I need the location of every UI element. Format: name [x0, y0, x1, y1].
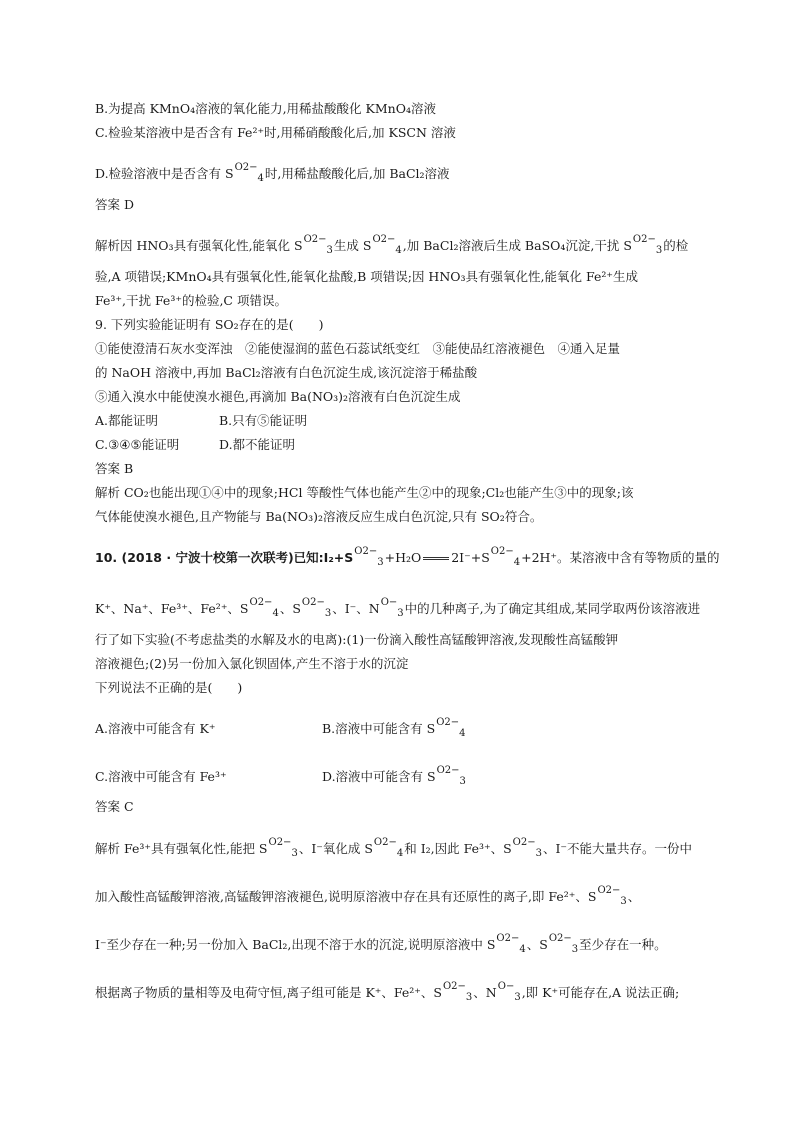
explanation-10-line-4: 根据离子物质的量相等及电荷守恒,离子组可能是 K⁺、Fe²⁺、SO2−3、NO−3,即 K⁺可能存在,A 说法正确; [95, 981, 680, 1003]
question-9: 9. 下列实验能证明有 SO₂存在的是( ) [95, 317, 324, 332]
sulfate-ion: O2−4 [372, 234, 402, 256]
option-d-line [95, 162, 450, 185]
question-9-option-c: C.③④⑤能证明 [95, 437, 180, 452]
sulfite-ion: O2−3 [301, 597, 332, 619]
question-9-option-d: D.都不能证明 [219, 437, 296, 452]
answer-1: 答案 D [95, 197, 134, 212]
question-10-line-2: K⁺、Na⁺、Fe³⁺、Fe²⁺、SO2−4、SO2−3、I⁻、NO−3中的几种离子,为了确定其组成,某同学取两份该溶液进 [95, 597, 701, 619]
question-9-stem-2: 的 NaOH 溶液中,再加 BaCl₂溶液有白色沉淀生成,该沉淀溶于稀盐酸 [95, 365, 478, 380]
option-c-line: C.检验某溶液中是否含有 Fe²⁺时,用稀硝酸酸化后,加 KSCN 溶液 [95, 125, 456, 140]
question-10-option-b: B.溶液中可能含有 SO2−4 [322, 717, 466, 739]
question-10-option-a: A.溶液中可能含有 K⁺ [95, 721, 216, 736]
question-9-option-b: B.只有⑤能证明 [219, 413, 308, 428]
equals-arrow [423, 557, 449, 560]
text: D.检验溶液中是否含有 S [95, 166, 234, 181]
sulfite-ion: O2−3 [303, 234, 333, 256]
question-9-stem-3: ⑤通入溴水中能使溴水褪色,再滴加 Ba(NO₃)₂溶液有白色沉淀生成 [95, 389, 461, 404]
question-10-line-1: 10. (2018 · 宁波十校第一次联考)已知:I₂+SO2−3+H₂O 2I⁻+SO2−4+2H⁺。某溶液中含有等物质的量的 [95, 546, 720, 568]
sulfate-ion: O2−4 [373, 837, 404, 859]
explanation-1-line-3: Fe³⁺,干扰 Fe³⁺的检验,C 项错误。 [95, 293, 287, 308]
sulfite-ion: O2−3 [632, 234, 663, 256]
sulfite-ion: O2−3 [442, 981, 473, 1003]
option-b-line: B.为提高 KMnO₄溶液的氧化能力,用稀盐酸酸化 KMnO₄溶液 [95, 101, 436, 116]
sulfate-ion: O2−4 [496, 933, 526, 955]
explanation-10-line-2: 加入酸性高锰酸钾溶液,高锰酸钾溶液褪色,说明原溶液中存在具有还原性的离子,即 Fe²⁺、SO2−3、 [95, 885, 641, 907]
question-10-option-c: C.溶液中可能含有 Fe³⁺ [95, 769, 227, 784]
text: 时,用稀盐酸酸化后,加 BaCl₂溶液 [264, 166, 450, 181]
sulfate-ion: O2−4 [234, 162, 264, 184]
question-9-stem-1: ①能使澄清石灰水变浑浊 ②能使湿润的蓝色石蕊试纸变红 ③能使品红溶液褪色 ④通入足量 [95, 341, 621, 356]
sulfate-ion: O2−4 [436, 717, 466, 739]
explanation-1-line-2: 验,A 项错误;KMnO₄具有强氧化性,能氧化盐酸,B 项错误;因 HNO₃具有强氧化性,能氧化 Fe²⁺生成 [95, 269, 638, 284]
sulfite-ion: O2−3 [436, 765, 466, 787]
sulfate-ion: O2−4 [490, 546, 521, 568]
answer-2: 答案 B [95, 461, 134, 476]
sulfite-ion: O2−3 [354, 546, 384, 568]
sulfite-ion: O2−3 [597, 885, 627, 907]
explanation-9-line-1: 解析 CO₂也能出现①④中的现象;HCl 等酸性气体也能产生②中的现象;Cl₂也能产生③中的现象;该 [95, 485, 634, 500]
nitrate-ion: O−3 [497, 981, 521, 1003]
explanation-9-line-2: 气体能使溴水褪色,且产物能与 Ba(NO₃)₂溶液反应生成白色沉淀,只有 SO₂符合。 [95, 509, 543, 524]
sulfite-ion: O2−3 [268, 837, 298, 859]
question-9-option-a: A.都能证明 [95, 413, 159, 428]
answer-3: 答案 C [95, 799, 134, 814]
question-10-line-3: 行了如下实验(不考虑盐类的水解及水的电离):(1)一份滴入酸性高锰酸钾溶液,发现酸性高锰酸钾 [95, 632, 619, 647]
sulfate-ion: O2−4 [249, 597, 279, 619]
question-10-line-5: 下列说法不正确的是( ) [95, 680, 243, 695]
explanation-1-line-1: 解析因 HNO₃具有强氧化性,能氧化 SO2−3生成 SO2−4,加 BaCl₂溶液后生成 BaSO₄沉淀,干扰 SO2−3的检 [95, 234, 689, 256]
sulfite-ion: O2−3 [512, 837, 542, 859]
question-10-line-4: 溶液褪色;(2)另一份加入氯化钡固体,产生不溶于水的沉淀 [95, 656, 409, 671]
question-10-option-d: D.溶液中可能含有 SO2−3 [322, 765, 466, 787]
sulfite-ion: O2−3 [548, 933, 579, 955]
explanation-10-line-1: 解析 Fe³⁺具有强氧化性,能把 SO2−3、I⁻氧化成 SO2−4和 I₂,因此 Fe³⁺、SO2−3、I⁻不能大量共存。一份中 [95, 837, 693, 859]
explanation-10-line-3: I⁻至少存在一种;另一份加入 BaCl₂,出现不溶于水的沉淀,说明原溶液中 SO2−4、SO2−3至少存在一种。 [95, 933, 667, 955]
nitrate-ion: O−3 [380, 597, 404, 619]
